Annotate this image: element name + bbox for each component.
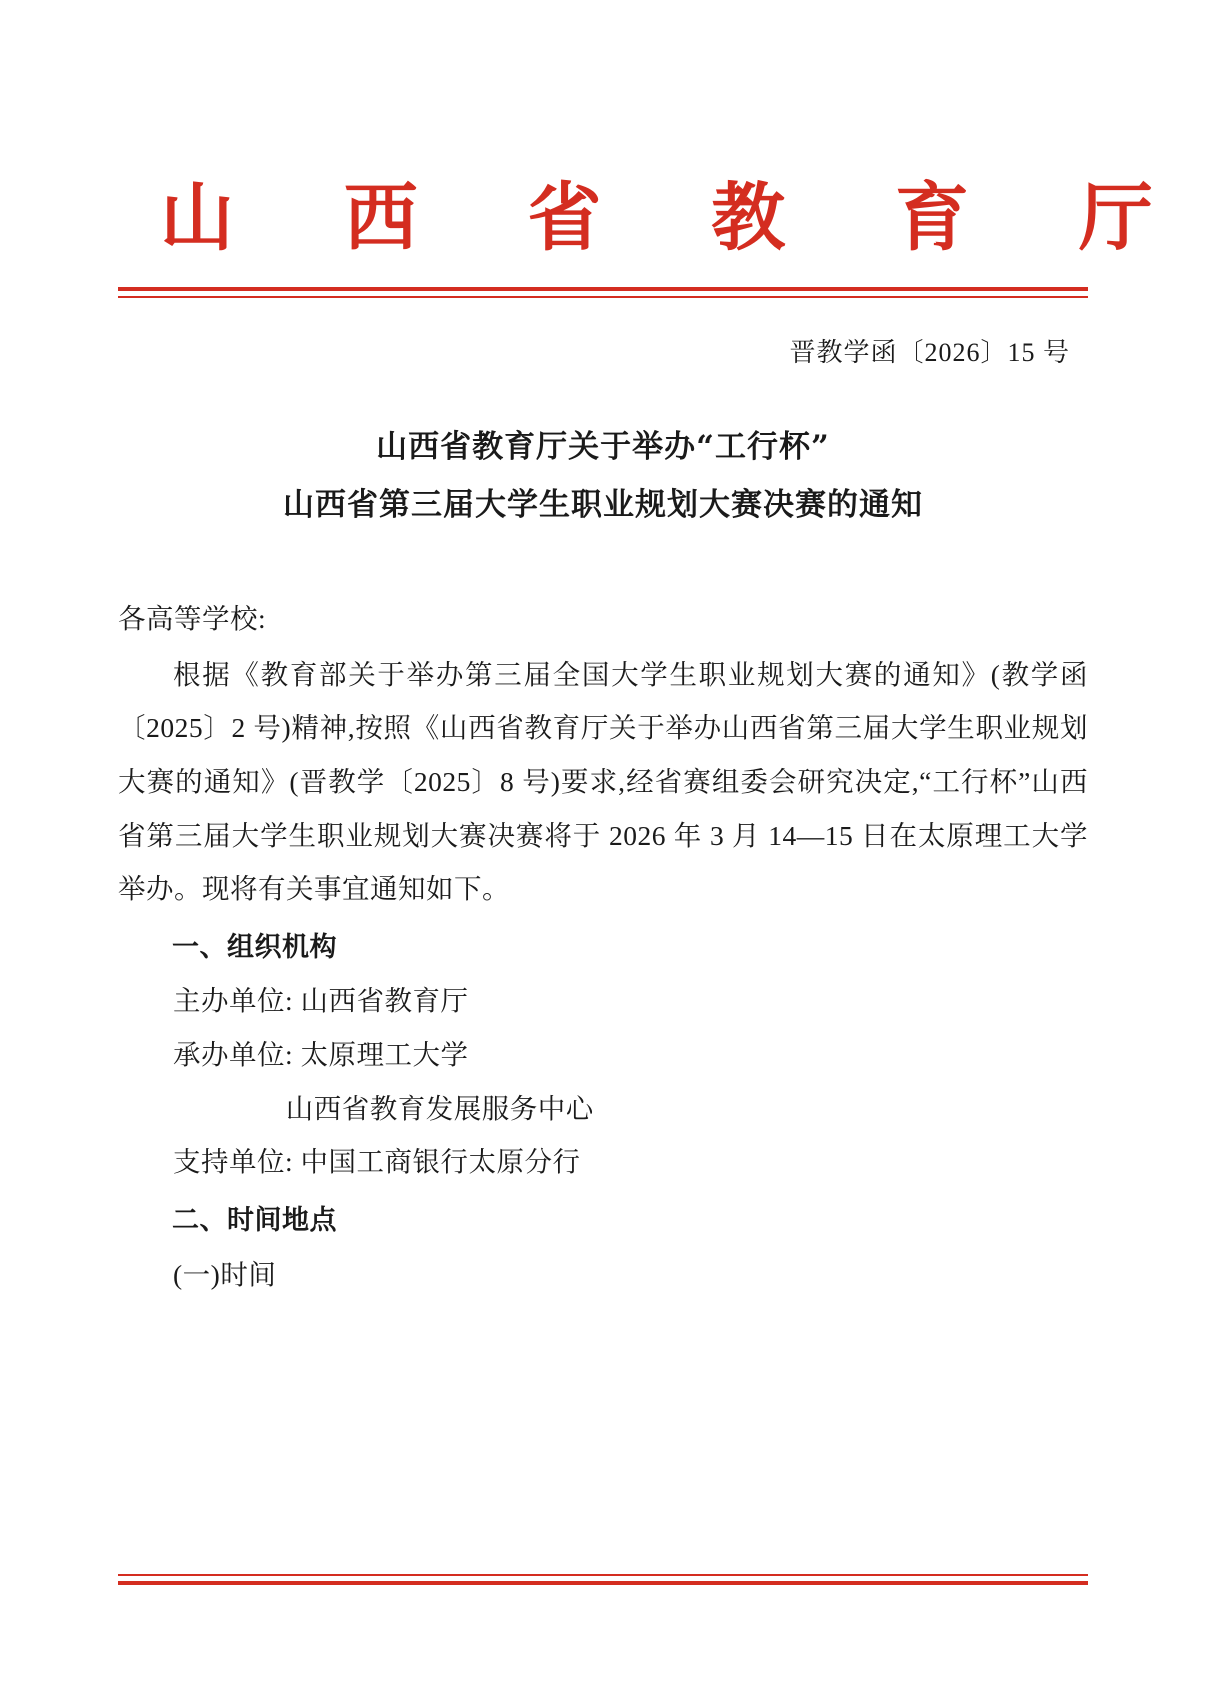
document-body bbox=[118, 592, 1088, 1301]
organizer-supporter-value: 中国工商银行太原分行 bbox=[300, 1146, 581, 1178]
organizer-undertaker-second-value: 山西省教育发展服务中心 bbox=[285, 1092, 594, 1124]
organizer-host-label: 主办单位: bbox=[173, 985, 294, 1017]
organizer-supporter-line bbox=[118, 1135, 1088, 1189]
document-number: 晋教学函〔2026〕15 号 bbox=[789, 338, 1070, 368]
organizer-host-value: 山西省教育厅 bbox=[300, 985, 469, 1017]
organizer-host-line bbox=[118, 974, 1088, 1028]
organizer-undertaker-second-line bbox=[118, 1082, 1088, 1136]
section-heading-organization: 一、组织机构 bbox=[172, 931, 337, 963]
issuing-authority-title: 山 西 省 教 育 厅 bbox=[160, 175, 1195, 261]
document-title-line-1: 山西省教育厅关于举办“工行杯” bbox=[376, 429, 830, 466]
organizer-undertaker-line bbox=[118, 1028, 1088, 1082]
footer-rule-thick bbox=[118, 1581, 1088, 1585]
organizer-undertaker-value: 太原理工大学 bbox=[300, 1039, 469, 1071]
document-title bbox=[118, 419, 1088, 534]
masthead bbox=[118, 0, 1195, 261]
section-heading-time-place: 二、时间地点 bbox=[172, 1204, 337, 1236]
document-title-line-2: 山西省第三届大学生职业规划大赛决赛的通知 bbox=[283, 486, 923, 523]
body-paragraph-1: 根据《教育部关于举办第三届全国大学生职业规划大赛的通知》(教学函〔2025〕2 号)精神,按照《山西省教育厅关于举办山西省第三届大学生职业规划大赛的通知》(晋教学〔2025〕8 号)要求,经省赛组委会研究决定,“工行杯”山西省第三届大学生职业规划大赛决赛将于 2026 年 3 月 14—15 日在太原理工大学举办。现将有关事宜通知如下。 bbox=[118, 658, 1088, 905]
footer-double-rule bbox=[118, 1574, 1088, 1585]
header-double-rule bbox=[118, 287, 1088, 298]
salutation: 各高等学校: bbox=[118, 603, 267, 635]
subsection-time: (一)时间 bbox=[173, 1258, 277, 1290]
organizer-supporter-label: 支持单位: bbox=[173, 1146, 294, 1178]
header-rule-thin bbox=[118, 296, 1088, 298]
organizer-undertaker-label: 承办单位: bbox=[173, 1039, 294, 1071]
